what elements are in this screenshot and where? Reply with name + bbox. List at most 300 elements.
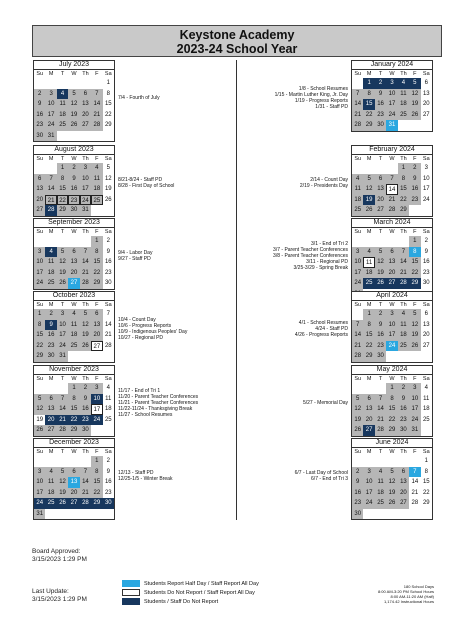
day-cell: 29 [386, 425, 397, 436]
day-cell: 23 [104, 489, 112, 496]
day-cell: 17 [409, 404, 420, 415]
day-cell: 3 [80, 163, 91, 174]
day-cell: 10 [34, 257, 45, 268]
weekday-header: Su [36, 449, 44, 455]
day-cell: 12 [57, 477, 68, 488]
day-cell: 15 [363, 99, 374, 110]
day-cell: 7 [106, 311, 110, 317]
day-cell: 29 [409, 278, 420, 289]
day-cell: 7 [386, 174, 397, 185]
day-cell: 21 [91, 110, 102, 121]
day-cell: 2 [34, 89, 45, 100]
empty-cell [57, 383, 68, 394]
day-cell: 5 [386, 467, 397, 478]
weekday-header: Su [36, 302, 44, 308]
day-cell: 27 [68, 278, 79, 289]
day-cell: 21 [386, 195, 397, 206]
day-cell: 12 [375, 257, 386, 268]
note-line: 1/19 - Progress Reports [294, 98, 348, 104]
day-cell: 10 [352, 257, 363, 268]
day-cell: 13 [386, 257, 397, 268]
day-cell: 25 [45, 278, 56, 289]
month-title: November 2023 [34, 366, 114, 375]
weekday-header: W [71, 229, 77, 235]
calendar-header [32, 25, 442, 57]
day-cell: 2 [106, 238, 110, 244]
weekday-header: M [366, 376, 372, 382]
day-cell: 11 [398, 320, 409, 331]
day-cell: 24 [91, 415, 102, 426]
day-cell: 17 [352, 268, 363, 279]
day-cell: 19 [409, 99, 420, 110]
day-cell: 4 [45, 247, 56, 258]
month-title: October 2023 [34, 292, 114, 301]
day-cell: 16 [104, 479, 112, 485]
update-date: 3/15/2023 1:29 PM [32, 596, 87, 603]
day-cell: 6 [363, 394, 374, 405]
month-grid [352, 301, 432, 362]
weekday-header: W [389, 302, 395, 308]
day-cell: 5 [352, 394, 363, 405]
empty-cell [34, 78, 45, 89]
day-cell: 11 [57, 99, 68, 110]
day-cell: 15 [91, 477, 102, 488]
month-title: May 2024 [352, 366, 432, 375]
month-title: December 2023 [34, 439, 114, 448]
day-cell: 30 [68, 205, 79, 216]
month-grid [34, 375, 114, 436]
day-cell: 3 [424, 165, 428, 171]
day-cell: 16 [422, 259, 430, 265]
empty-cell [363, 383, 374, 394]
day-cell: 18 [398, 330, 409, 341]
day-cell: 12 [68, 99, 79, 110]
weekday-header: Sa [104, 302, 112, 308]
day-cell: 29 [363, 351, 374, 362]
day-cell: 5 [57, 467, 68, 478]
day-cell: 29 [91, 498, 102, 509]
day-cell: 5 [34, 394, 45, 405]
day-cell: 24 [352, 278, 363, 289]
empty-cell [45, 456, 56, 467]
day-cell: 1 [106, 80, 110, 86]
day-cell: 16 [68, 184, 79, 195]
day-cell: 7 [45, 174, 56, 185]
day-cell: 10 [91, 394, 102, 405]
note-line: 11/17 - End of Tri 1 [118, 387, 161, 394]
day-cell: 17 [45, 110, 56, 121]
day-cell: 9 [80, 394, 91, 405]
weekday-header: T [60, 71, 65, 77]
empty-cell [386, 163, 397, 174]
weekday-header: W [389, 71, 395, 77]
day-cell: 30 [422, 280, 430, 286]
day-cell: 13 [398, 477, 409, 488]
note-line: 11/21 - Parent Teacher Conferences [118, 399, 199, 406]
day-cell: 8 [386, 394, 397, 405]
weekday-header: T [60, 156, 65, 162]
day-cell: 19 [409, 330, 420, 341]
day-cell: 27 [386, 278, 397, 289]
day-cell: 15 [68, 404, 79, 415]
month-october-2023 [33, 291, 115, 363]
day-cell: 5 [363, 174, 374, 185]
day-cell: 2 [352, 467, 363, 478]
day-cell: 28 [80, 498, 91, 509]
empty-cell [45, 236, 56, 247]
day-cell: 10 [34, 477, 45, 488]
day-cell: 2 [375, 78, 386, 89]
day-cell: 1 [68, 383, 79, 394]
weekday-header: Sa [422, 156, 430, 162]
weekday-header: F [95, 229, 99, 235]
day-cell: 18 [57, 110, 68, 121]
day-cell: 28 [45, 205, 56, 216]
empty-cell [80, 78, 91, 89]
day-cell: 23 [422, 269, 430, 276]
empty-cell [409, 456, 420, 467]
day-cell: 16 [80, 404, 91, 415]
day-cell: 18 [45, 488, 56, 499]
day-cell: 10 [386, 320, 397, 331]
day-cell: 19 [352, 415, 363, 426]
day-cell: 2 [68, 163, 79, 174]
empty-cell [45, 163, 56, 174]
month-august-2023 [33, 145, 115, 217]
day-cell: 23 [34, 120, 45, 131]
weekday-header: T [378, 229, 383, 235]
weekday-header: Th [82, 376, 89, 382]
day-cell: 30 [375, 351, 386, 362]
month-notes [232, 86, 348, 111]
day-cell: 11 [398, 89, 409, 100]
weekday-header: W [71, 71, 77, 77]
day-cell: 8 [398, 174, 409, 185]
day-cell: 20 [375, 195, 386, 206]
day-cell: 12 [409, 320, 420, 331]
day-cell: 10 [386, 89, 397, 100]
empty-cell [80, 456, 91, 467]
note-line: 3/11 - Regional PD [306, 259, 348, 266]
day-cell: 21 [104, 332, 112, 338]
weekday-header: Th [400, 376, 407, 382]
weekday-header: F [413, 71, 417, 77]
day-cell: 6 [375, 174, 386, 185]
approved-date: 3/15/2023 1:29 PM [32, 556, 87, 563]
day-cell: 24 [34, 498, 45, 509]
day-cell: 13 [375, 184, 386, 195]
day-cell: 13 [80, 99, 91, 110]
month-grid [352, 70, 432, 131]
note-line: 10/9 - Indigenous Peoples' Day [118, 329, 188, 335]
day-cell: 25 [57, 120, 68, 131]
weekday-header: Th [82, 449, 89, 455]
day-cell: 6 [424, 311, 428, 317]
day-cell: 29 [68, 425, 79, 436]
day-cell: 8 [57, 174, 68, 185]
school-summary [318, 584, 434, 604]
day-cell: 13 [68, 477, 79, 488]
day-cell: 14 [80, 257, 91, 268]
day-cell: 2 [375, 309, 386, 320]
weekday-header: M [366, 229, 372, 235]
month-title: September 2023 [34, 219, 114, 228]
empty-cell [91, 78, 102, 89]
note-line: 3/1 - End of Tri 2 [311, 240, 348, 247]
weekday-header: Sa [104, 71, 112, 77]
day-cell: 17 [91, 404, 102, 415]
weekday-header: Su [36, 71, 44, 77]
day-cell: 1 [57, 163, 68, 174]
weekday-header: Su [354, 302, 362, 308]
day-cell: 30 [352, 509, 363, 520]
weekday-header: F [95, 71, 99, 77]
empty-cell [375, 236, 386, 247]
day-cell: 8 [91, 467, 102, 478]
day-cell: 25 [375, 498, 386, 509]
day-cell: 30 [398, 425, 409, 436]
month-february-2024 [351, 145, 433, 217]
day-cell: 22 [57, 195, 68, 206]
day-cell: 6 [91, 309, 102, 320]
day-cell: 26 [409, 110, 420, 121]
empty-cell [45, 78, 56, 89]
day-cell: 4 [68, 309, 79, 320]
day-cell: 16 [45, 330, 56, 341]
day-cell: 15 [57, 184, 68, 195]
empty-cell [363, 456, 374, 467]
month-january-2024 [351, 60, 433, 132]
day-cell: 18 [422, 406, 430, 412]
day-cell: 12 [80, 320, 91, 331]
weekday-header: Sa [422, 71, 430, 77]
day-cell: 4 [106, 385, 110, 391]
month-notes [232, 177, 348, 189]
empty-cell [352, 456, 363, 467]
day-cell: 10 [363, 477, 374, 488]
day-cell: 13 [91, 320, 102, 331]
day-cell: 24 [34, 278, 45, 289]
day-cell: 23 [80, 415, 91, 426]
day-cell: 18 [104, 406, 112, 412]
month-grid [34, 155, 114, 216]
empty-cell [57, 456, 68, 467]
day-cell: 13 [34, 184, 45, 195]
weekday-header: Th [400, 302, 407, 308]
day-cell: 20 [363, 415, 374, 426]
day-cell: 24 [422, 196, 430, 203]
weekday-header: T [60, 302, 65, 308]
day-cell: 14 [386, 184, 397, 195]
weekday-header: Su [36, 229, 44, 235]
weekday-header: Sa [104, 449, 112, 455]
month-april-2024 [351, 291, 433, 363]
month-notes [118, 177, 234, 189]
note-line: 3/7 - Parent Teacher Conferences [273, 246, 348, 253]
day-cell: 27 [91, 341, 102, 352]
weekday-header: Su [354, 156, 362, 162]
day-cell: 27 [363, 425, 374, 436]
day-cell: 14 [80, 477, 91, 488]
day-cell: 23 [375, 341, 386, 352]
day-cell: 15 [409, 257, 420, 268]
day-cell: 20 [68, 268, 79, 279]
day-cell: 17 [57, 330, 68, 341]
day-cell: 27 [45, 425, 56, 436]
day-cell: 3 [34, 247, 45, 258]
empty-cell [68, 236, 79, 247]
empty-cell [57, 236, 68, 247]
weekday-header: W [71, 449, 77, 455]
summary-half: 8:00 AM-11:20 AM (Half) [390, 594, 434, 599]
day-cell: 24 [386, 110, 397, 121]
day-cell: 23 [398, 415, 409, 426]
empty-cell [352, 309, 363, 320]
empty-cell [375, 383, 386, 394]
weekday-header: Th [400, 156, 407, 162]
day-cell: 31 [45, 131, 56, 142]
day-cell: 9 [424, 248, 428, 255]
day-cell: 26 [80, 341, 91, 352]
day-cell: 1 [409, 236, 420, 247]
day-cell: 28 [375, 425, 386, 436]
day-cell: 4 [398, 309, 409, 320]
note-line: 9/27 - Staff PD [118, 256, 151, 262]
day-cell: 3 [363, 467, 374, 478]
empty-cell [375, 456, 386, 467]
month-notes [232, 241, 348, 272]
weekday-header: F [413, 156, 417, 162]
empty-cell [363, 163, 374, 174]
day-cell: 7 [352, 89, 363, 100]
day-cell: 17 [80, 184, 91, 195]
weekday-header: M [48, 449, 54, 455]
day-cell: 22 [398, 195, 409, 206]
day-cell: 1 [34, 309, 45, 320]
day-cell: 8 [68, 394, 79, 405]
day-cell: 14 [411, 479, 419, 485]
day-cell: 14 [45, 184, 56, 195]
day-cell: 3 [409, 383, 420, 394]
day-cell: 27 [375, 205, 386, 216]
day-cell: 26 [363, 205, 374, 216]
day-cell: 14 [91, 99, 102, 110]
weekday-header: W [389, 229, 395, 235]
day-cell: 11 [105, 395, 112, 402]
day-cell: 1 [398, 163, 409, 174]
day-cell: 4 [375, 467, 386, 478]
day-cell: 10 [80, 174, 91, 185]
month-title: February 2024 [352, 146, 432, 155]
day-cell: 28 [104, 342, 112, 349]
empty-cell [34, 383, 45, 394]
day-cell: 26 [57, 498, 68, 509]
empty-cell [80, 236, 91, 247]
day-cell: 26 [386, 498, 397, 509]
day-cell: 29 [104, 122, 112, 128]
day-cell: 7 [91, 89, 102, 100]
day-cell: 28 [352, 120, 363, 131]
weekday-header: Th [82, 71, 89, 77]
day-cell: 14 [57, 404, 68, 415]
day-cell: 3 [352, 247, 363, 258]
day-cell: 15 [91, 257, 102, 268]
weekday-header: Th [82, 229, 89, 235]
day-cell: 5 [106, 165, 110, 171]
day-cell: 20 [398, 488, 409, 499]
weekday-header: Th [82, 156, 89, 162]
day-cell: 17 [363, 488, 374, 499]
school-name: Keystone Academy [179, 28, 295, 42]
day-cell: 1 [363, 78, 374, 89]
day-cell: 12 [34, 404, 45, 415]
day-cell: 14 [104, 321, 112, 328]
day-cell: 9 [375, 89, 386, 100]
day-cell: 23 [375, 110, 386, 121]
day-cell: 22 [409, 268, 420, 279]
month-title: August 2023 [34, 146, 114, 155]
day-cell: 7 [80, 247, 91, 258]
empty-cell [57, 78, 68, 89]
month-title: April 2024 [352, 292, 432, 301]
note-line: 6/7 - Last Day of School [294, 469, 348, 476]
day-cell: 17 [34, 488, 45, 499]
legend-swatch-blue [122, 580, 140, 587]
weekday-header: T [378, 71, 383, 77]
day-cell: 29 [363, 120, 374, 131]
day-cell: 16 [352, 488, 363, 499]
day-cell: 23 [45, 341, 56, 352]
day-cell: 17 [386, 330, 397, 341]
note-line: 11/22-11/24 - Thanksgiving Break [118, 406, 193, 413]
day-cell: 28 [352, 351, 363, 362]
month-notes [232, 400, 348, 406]
day-cell: 16 [409, 184, 420, 195]
day-cell: 21 [45, 195, 56, 206]
day-cell: 10 [409, 394, 420, 405]
weekday-header: F [413, 229, 417, 235]
note-line: 11/20 - Parent Teacher Conferences [118, 393, 199, 400]
day-cell: 11 [363, 257, 374, 268]
month-grid [352, 228, 432, 299]
day-cell: 29 [57, 205, 68, 216]
day-cell: 25 [68, 341, 79, 352]
day-cell: 9 [398, 394, 409, 405]
day-cell: 2 [424, 238, 428, 244]
month-title: June 2024 [352, 439, 432, 448]
month-november-2023 [33, 365, 115, 437]
day-cell: 1 [386, 383, 397, 394]
day-cell: 7 [352, 320, 363, 331]
day-cell: 1 [91, 236, 102, 247]
day-cell: 10 [57, 320, 68, 331]
day-cell: 11 [352, 184, 363, 195]
day-cell: 31 [409, 425, 420, 436]
month-march-2024 [351, 218, 433, 300]
day-cell: 15 [398, 184, 409, 195]
day-cell: 11 [91, 174, 102, 185]
weekday-header: Su [354, 376, 362, 382]
day-cell: 27 [422, 111, 430, 118]
note-line: 12/13 - Staff PD [118, 469, 154, 476]
day-cell: 20 [422, 332, 430, 338]
day-cell: 29 [34, 351, 45, 362]
note-line: 10/4 - Count Day [118, 316, 156, 323]
day-cell: 1 [91, 456, 102, 467]
day-cell: 22 [363, 110, 374, 121]
weekday-header: F [95, 449, 99, 455]
day-cell: 20 [386, 268, 397, 279]
